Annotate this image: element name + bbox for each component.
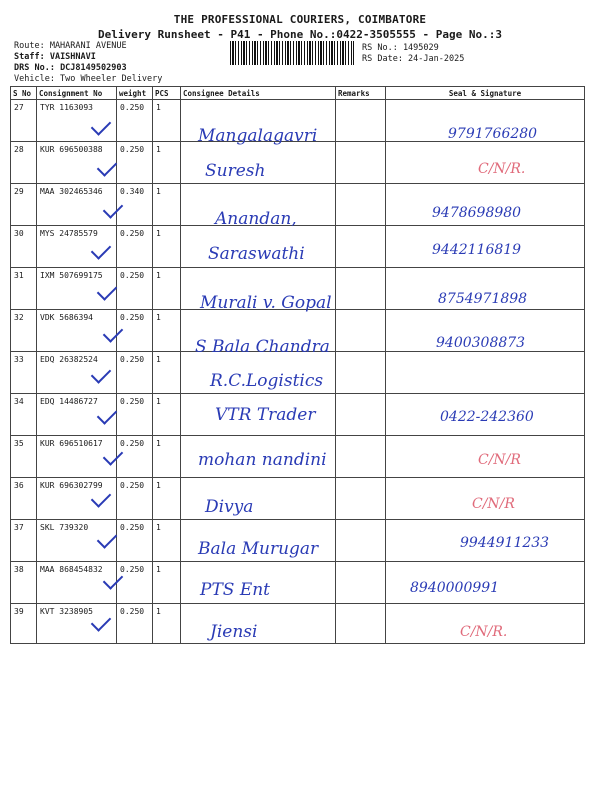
cell-consignment-no: KUR 696500388 [37, 142, 117, 184]
handwritten-consignee: Bala Murugar [198, 539, 319, 559]
cell-sno: 37 [11, 520, 37, 562]
cell-remarks [336, 436, 386, 478]
staff-name: VAISHNAVI [49, 52, 96, 62]
cell-weight: 0.250 [117, 478, 153, 520]
cell-weight: 0.250 [117, 352, 153, 394]
cell-sno: 33 [11, 352, 37, 394]
cell-sno: 30 [11, 226, 37, 268]
cell-sno: 29 [11, 184, 37, 226]
cell-weight: 0.250 [117, 310, 153, 352]
handwritten-consignee: mohan nandini [198, 450, 327, 471]
col-signature: Seal & Signature [386, 87, 585, 100]
route-text: Route: MAHARANI AVENUE [14, 41, 127, 51]
cell-remarks [336, 604, 386, 644]
barcode [230, 41, 354, 65]
handwritten-signature: 0422-242360 [440, 409, 534, 426]
drs-line [14, 63, 127, 74]
handwritten-consignee: Divya [205, 496, 254, 517]
handwritten-consignee: S Bala Chandra [195, 336, 330, 357]
company-title: THE PROFESSIONAL COURIERS, COIMBATORE [173, 13, 427, 26]
handwritten-consignee: PTS Ent [200, 580, 271, 601]
cell-consignee [181, 604, 336, 644]
cell-remarks [336, 520, 386, 562]
cell-remarks [336, 352, 386, 394]
cell-consignment-no: EDQ 14486727 [37, 394, 117, 436]
cell-weight: 0.340 [117, 184, 153, 226]
cell-pcs: 1 [153, 520, 181, 562]
cell-sno: 38 [11, 562, 37, 604]
cell-consignment-no: IXM 507699175 [37, 268, 117, 310]
cell-remarks [336, 100, 386, 142]
cell-consignment-no: MAA 868454832 [37, 562, 117, 604]
cell-weight: 0.250 [117, 268, 153, 310]
cell-consignment-no: KVT 3238905 [37, 604, 117, 644]
cell-pcs: 1 [153, 268, 181, 310]
cell-consignment-no: KUR 696302799 [37, 478, 117, 520]
cell-pcs: 1 [153, 142, 181, 184]
cell-pcs: 1 [153, 394, 181, 436]
cell-pcs: 1 [153, 478, 181, 520]
cell-sno: 36 [11, 478, 37, 520]
col-remarks: Remarks [336, 87, 386, 100]
cell-weight: 0.250 [117, 394, 153, 436]
cell-consignee [181, 478, 336, 520]
runsheet-title: Delivery Runsheet - P41 - Phone No.:0422-3505555 - Page No.:3 [98, 28, 502, 41]
cell-consignment-no: MYS 24785579 [37, 226, 117, 268]
handwritten-consignee: Mangalagavri [198, 126, 318, 146]
cell-remarks [336, 184, 386, 226]
cell-weight: 0.250 [117, 604, 153, 644]
cell-remarks [336, 562, 386, 604]
handwritten-consignee: Jiensi [210, 621, 258, 642]
cell-sno: 35 [11, 436, 37, 478]
table-header [11, 87, 585, 100]
staff-label: Staff: [14, 52, 50, 62]
cell-consignment-no: SKL 739320 [37, 520, 117, 562]
cell-pcs: 1 [153, 436, 181, 478]
drs-number: DCJ8149502903 [60, 63, 127, 73]
cell-consignment-no: MAA 302465346 [37, 184, 117, 226]
cell-signature [386, 352, 585, 394]
handwritten-signature: 9400308873 [436, 334, 526, 351]
cell-remarks [336, 226, 386, 268]
cell-weight: 0.250 [117, 100, 153, 142]
handwritten-signature: 9944911233 [460, 535, 550, 551]
col-pcs: PCS [153, 87, 181, 100]
cell-sno: 34 [11, 394, 37, 436]
cell-sno: 31 [11, 268, 37, 310]
col-consignment: Consignment No [37, 87, 117, 100]
handwritten-consignee: R.C.Logistics [210, 370, 324, 391]
handwritten-signature: C/N/R [478, 452, 521, 469]
handwritten-signature: 8754971898 [438, 291, 528, 308]
handwritten-consignee: Suresh [205, 161, 266, 182]
cell-pcs: 1 [153, 352, 181, 394]
handwritten-consignee: Anandan, [215, 208, 297, 229]
handwritten-signature: 9442116819 [432, 241, 522, 258]
cell-pcs: 1 [153, 184, 181, 226]
cell-pcs: 1 [153, 226, 181, 268]
cell-consignment-no: EDQ 26382524 [37, 352, 117, 394]
cell-remarks [336, 268, 386, 310]
col-consignee: Consignee Details [181, 87, 336, 100]
cell-consignment-no: VDK 5686394 [37, 310, 117, 352]
cell-pcs: 1 [153, 100, 181, 142]
cell-consignment-no: KUR 696510617 [37, 436, 117, 478]
cell-pcs: 1 [153, 310, 181, 352]
handwritten-signature: 9791766280 [448, 126, 538, 142]
cell-sno: 39 [11, 604, 37, 644]
handwritten-signature: C/N/R [472, 495, 515, 512]
drs-label: DRS No.: [14, 63, 61, 73]
cell-remarks [336, 478, 386, 520]
col-sno: S No [11, 87, 37, 100]
handwritten-signature: C/N/R. [460, 623, 508, 640]
cell-remarks [336, 310, 386, 352]
cell-sno: 32 [11, 310, 37, 352]
rs-number: RS No.: 1495029 [362, 43, 439, 53]
handwritten-signature: 9478698980 [432, 204, 522, 221]
col-weight: weight [117, 87, 153, 100]
cell-weight: 0.250 [117, 520, 153, 562]
cell-weight: 0.250 [117, 436, 153, 478]
cell-consignment-no: TYR 1163093 [37, 100, 117, 142]
cell-weight: 0.250 [117, 142, 153, 184]
cell-weight: 0.250 [117, 226, 153, 268]
cell-sno: 28 [11, 142, 37, 184]
handwritten-consignee: Saraswathi [208, 243, 305, 264]
vehicle-text: Vehicle: Two Wheeler Delivery [14, 74, 163, 84]
cell-pcs: 1 [153, 604, 181, 644]
cell-sno: 27 [11, 100, 37, 142]
handwritten-consignee: VTR Trader [215, 405, 316, 426]
handwritten-signature: C/N/R. [478, 161, 526, 178]
cell-weight: 0.250 [117, 562, 153, 604]
handwritten-consignee: Murali v. Gopal [200, 293, 332, 314]
staff-line [14, 52, 96, 63]
cell-remarks [336, 394, 386, 436]
handwritten-signature: 8940000991 [410, 580, 500, 597]
cell-remarks [336, 142, 386, 184]
rs-date: RS Date: 24-Jan-2025 [362, 54, 465, 64]
cell-pcs: 1 [153, 562, 181, 604]
